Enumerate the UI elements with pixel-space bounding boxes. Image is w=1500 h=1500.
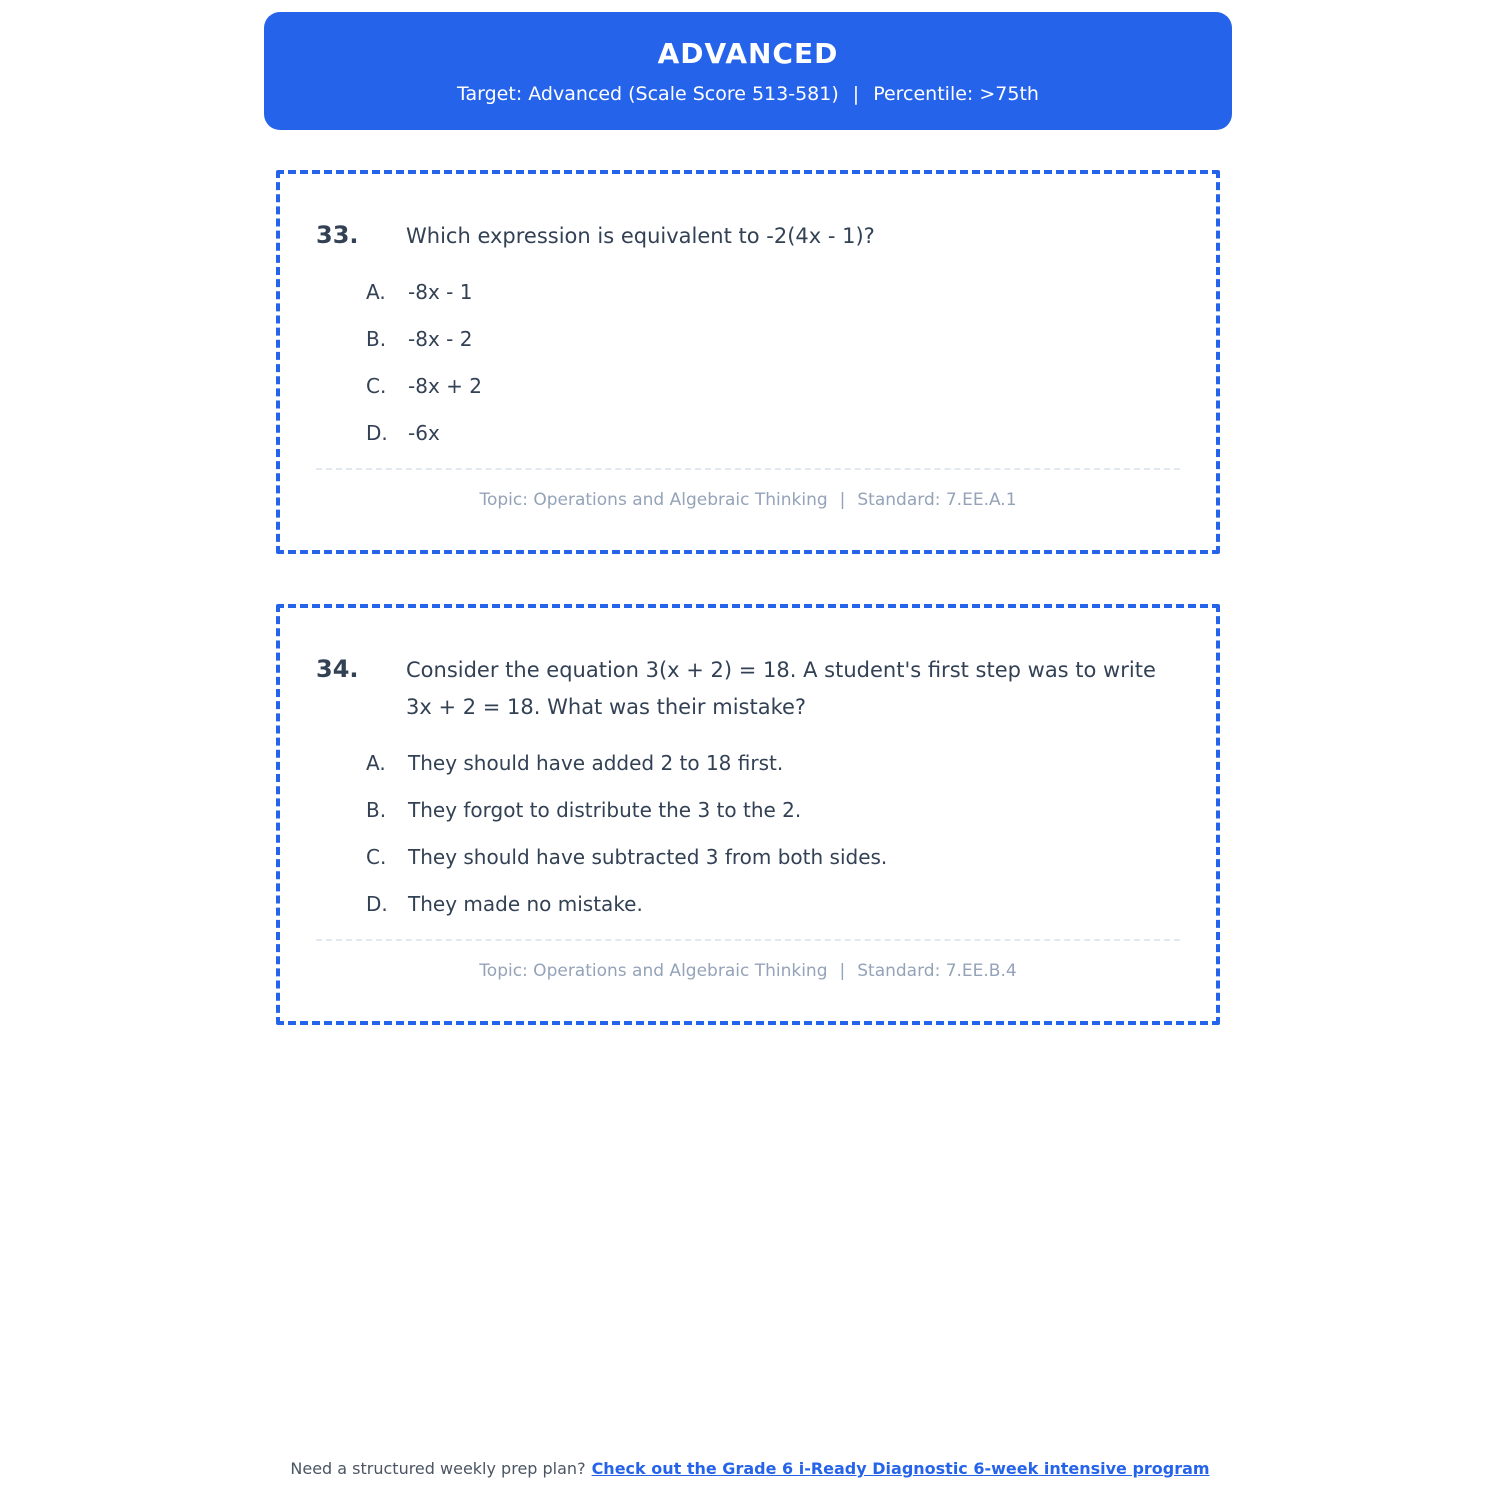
option-letter: A.	[366, 751, 386, 775]
question-card-34	[276, 604, 1220, 1025]
meta-pipe: |	[839, 961, 846, 981]
option-letter: B.	[366, 798, 387, 822]
page-footer	[0, 1459, 1500, 1478]
answer-option-a	[366, 281, 1180, 303]
subtitle-divider: |	[852, 83, 860, 105]
answer-option-c	[366, 846, 1180, 868]
answer-option-b	[366, 799, 1180, 821]
question-card-33	[276, 170, 1220, 554]
level-title: ADVANCED	[657, 37, 839, 70]
page-container	[264, 12, 1232, 1025]
answer-option-d	[366, 422, 1180, 444]
option-text: -8x - 2	[408, 327, 473, 351]
level-subtitle	[457, 83, 1039, 105]
option-text: They should have added 2 to 18 first.	[408, 751, 784, 775]
meta-pipe: |	[839, 490, 846, 510]
answer-option-b	[366, 328, 1180, 350]
option-letter: B.	[366, 327, 387, 351]
option-letter: A.	[366, 280, 386, 304]
options-list	[316, 752, 1180, 915]
option-text: -8x - 1	[408, 280, 473, 304]
option-text: They forgot to distribute the 3 to the 2.	[408, 798, 802, 822]
topic-label: Topic: Operations and Algebraic Thinking	[479, 490, 828, 510]
answer-option-c	[366, 375, 1180, 397]
question-text: Which expression is equivalent to -2(4x - 1)?	[406, 224, 875, 248]
level-banner	[264, 12, 1232, 130]
target-score-label: Target: Advanced (Scale Score 513-581)	[457, 83, 839, 105]
option-text: They made no mistake.	[408, 892, 643, 916]
question-number: 33.	[316, 221, 359, 249]
option-letter: D.	[366, 421, 388, 445]
standard-label: Standard: 7.EE.B.4	[857, 961, 1017, 981]
answer-option-a	[366, 752, 1180, 774]
question-meta	[316, 961, 1180, 981]
footer-link[interactable]: Check out the Grade 6 i-Ready Diagnostic 6-week intensive program	[591, 1459, 1210, 1478]
question-text: Consider the equation 3(x + 2) = 18. A student's first step was to write 3x + 2 = 18. What was their mistake?	[406, 658, 1156, 719]
option-letter: C.	[366, 845, 387, 869]
question-row	[316, 218, 1180, 255]
options-list	[316, 281, 1180, 444]
option-letter: C.	[366, 374, 387, 398]
option-letter: D.	[366, 892, 388, 916]
topic-label: Topic: Operations and Algebraic Thinking	[479, 961, 828, 981]
meta-divider	[316, 468, 1180, 470]
option-text: -6x	[408, 421, 440, 445]
question-number: 34.	[316, 655, 359, 683]
question-meta	[316, 490, 1180, 510]
percentile-label: Percentile: >75th	[873, 83, 1039, 105]
standard-label: Standard: 7.EE.A.1	[857, 490, 1017, 510]
answer-option-d	[366, 893, 1180, 915]
footer-prompt: Need a structured weekly prep plan?	[290, 1459, 586, 1478]
option-text: They should have subtracted 3 from both sides.	[408, 845, 888, 869]
question-row	[316, 652, 1180, 726]
option-text: -8x + 2	[408, 374, 482, 398]
meta-divider	[316, 939, 1180, 941]
